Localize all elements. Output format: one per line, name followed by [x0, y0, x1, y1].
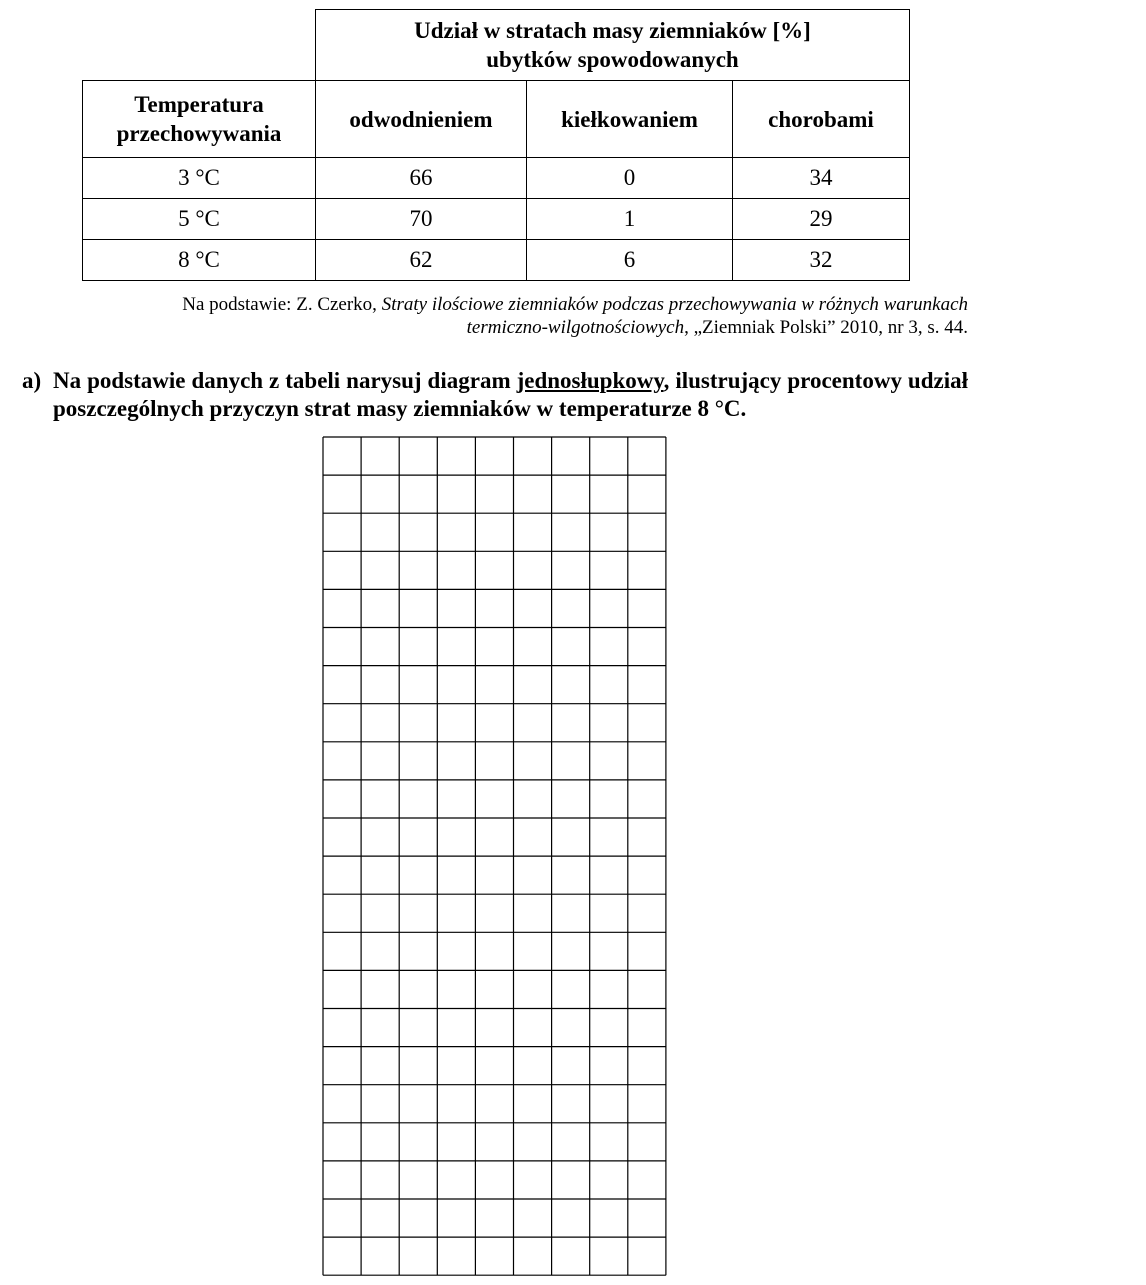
- source-prefix: Na podstawie: Z. Czerko,: [182, 294, 382, 315]
- table-row: [83, 158, 910, 199]
- source-line2: [82, 316, 968, 339]
- value-cell: 32: [733, 240, 910, 281]
- row-header-line1: Temperatura: [134, 92, 264, 117]
- row-header-line2: przechowywania: [116, 121, 282, 146]
- task-text: [53, 367, 968, 423]
- value-cell: 6: [527, 240, 733, 281]
- temperature-cell: 3 °C: [83, 158, 316, 199]
- value-cell: 66: [316, 158, 527, 199]
- value-cell: 0: [527, 158, 733, 199]
- task-text-before: Na podstawie danych z tabeli narysuj diagram: [53, 368, 517, 393]
- answer-grid[interactable]: [322, 436, 670, 1283]
- temperature-cell: 5 °C: [83, 199, 316, 240]
- column-header-sprouting: kiełkowaniem: [527, 81, 733, 158]
- table-corner: [83, 10, 316, 81]
- column-header-diseases: chorobami: [733, 81, 910, 158]
- source-citation: [82, 293, 968, 339]
- value-cell: 34: [733, 158, 910, 199]
- row-header: [83, 81, 316, 158]
- value-cell: 70: [316, 199, 527, 240]
- losses-table: [82, 9, 910, 281]
- column-header-dehydration: odwodnieniem: [316, 81, 527, 158]
- source-suffix: , „Ziemniak Polski” 2010, nr 3, s. 44.: [684, 317, 968, 338]
- source-title-line2: termiczno-wilgotnościowych: [466, 317, 685, 338]
- answer-grid-svg[interactable]: [322, 436, 670, 1278]
- source-line1: [82, 293, 968, 316]
- table-row: [83, 199, 910, 240]
- value-cell: 62: [316, 240, 527, 281]
- group-header-line2: ubytków spowodowanych: [486, 47, 739, 72]
- group-header: [316, 10, 910, 81]
- value-cell: 29: [733, 199, 910, 240]
- task-text-after: , ilustrujący procentowy udział poszczególnych przyczyn strat masy ziemniaków w temperaturze 8 °C.: [53, 368, 968, 421]
- table-row: [83, 240, 910, 281]
- source-title-line1: Straty ilościowe ziemniaków podczas przechowywania w różnych warunkach: [381, 294, 968, 315]
- task-instruction: [22, 367, 968, 423]
- task-text-underlined: jednosłupkowy: [516, 368, 664, 393]
- temperature-cell: 8 °C: [83, 240, 316, 281]
- value-cell: 1: [527, 199, 733, 240]
- group-header-line1: Udział w stratach masy ziemniaków [%]: [414, 18, 811, 43]
- task-letter: a): [22, 368, 42, 393]
